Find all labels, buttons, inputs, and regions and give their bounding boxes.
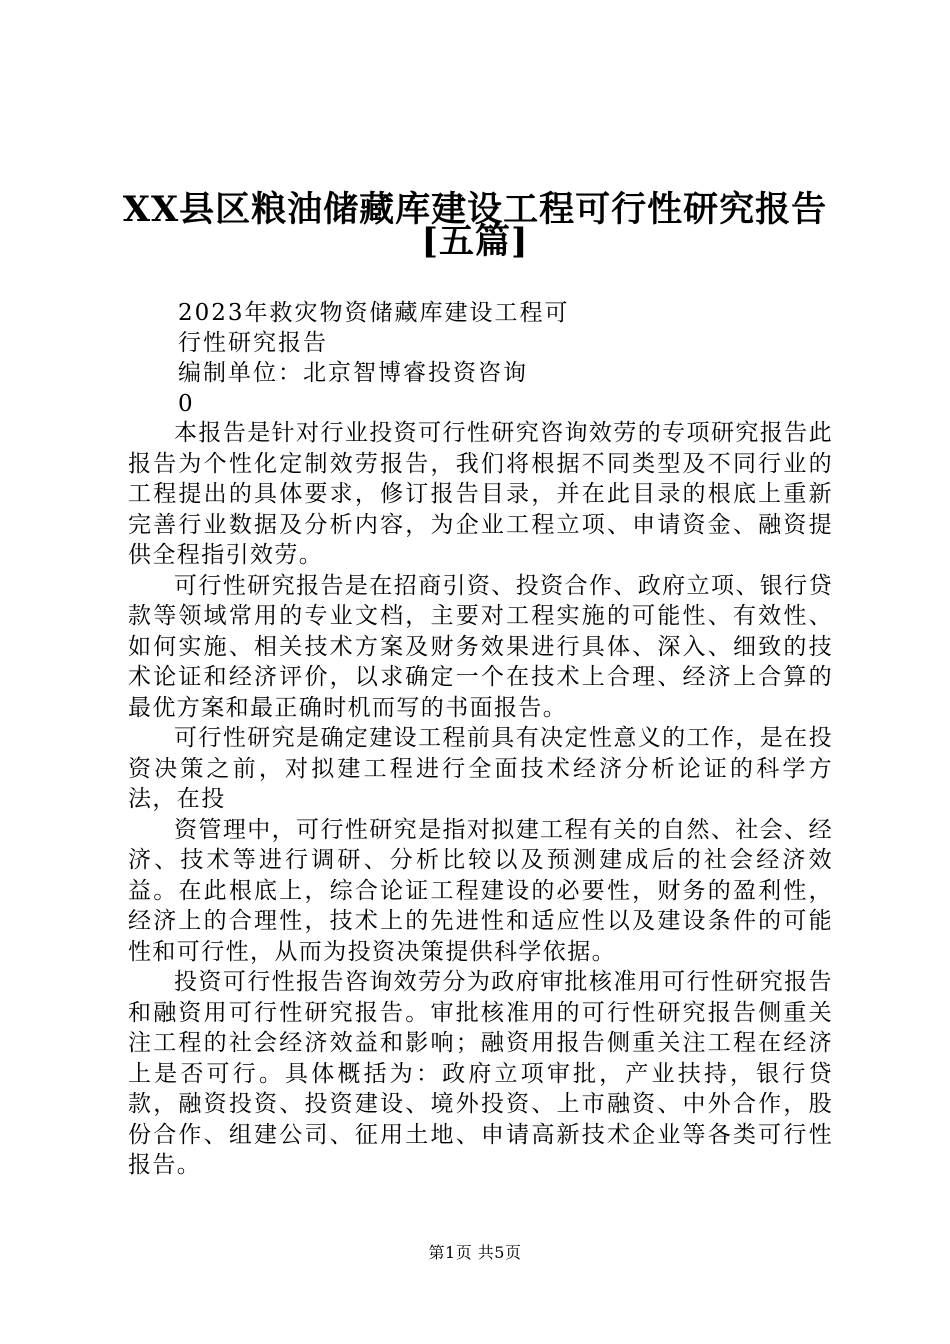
document-title-line2: [五篇] (421, 221, 529, 262)
document-title-line1: XX县区粮油储藏库建设工程可行性研究报告 (122, 189, 828, 230)
page-footer: 第1页 共5页 (428, 1243, 522, 1262)
meta-line-4: 0 (178, 391, 195, 417)
paragraph: 本报告是针对行业投资可行性研究咨询效劳的专项研究报告此报告为个性化定制效劳报告，我们将根据不同类型及不同行业的工程提出的具体要求，修订报告目录，并在此目录的根底上重新完善行业数据及分析内容，为企业工程立项、申请资金、融资提供全程指引效劳。 (128, 420, 833, 568)
meta-line-2: 行性研究报告 (178, 330, 328, 356)
paragraph: 可行性研究是确定建设工程前具有决定性意义的工作，是在投资决策之前，对拟建工程进行全面技术经济分析论证的科学方法，在投 (128, 725, 833, 812)
paragraph: 投资可行性报告咨询效劳分为政府审批核准用可行性研究报告和融资用可行性研究报告。审批核准用的可行性研究报告侧重关注工程的社会经济效益和影响；融资用报告侧重关注工程在经济上是否可行。具体概括为：政府立项审批，产业扶持，银行贷款，融资投资、投资建设、境外投资、上市融资、中外合作，股份合作、组建公司、征用土地、申请高新技术企业等各类可行性报告。 (128, 969, 833, 1178)
paragraph: 资管理中，可行性研究是指对拟建工程有关的自然、社会、经济、技术等进行调研、分析比较以及预测建成后的社会经济效益。在此根底上，综合论证工程建设的必要性，财务的盈利性，经济上的合理性，技术上的先进性和适应性以及建设条件的可能性和可行性，从而为投资决策提供科学依据。 (128, 816, 833, 965)
paragraph: 可行性研究报告是在招商引资、投资合作、政府立项、银行贷款等领域常用的专业文档，主要对工程实施的可能性、有效性、如何实施、相关技术方案及财务效果进行具体、深入、细致的技术论证和经济评价，以求确定一个在技术上合理、经济上合算的最优方案和最正确时机而写的书面报告。 (128, 572, 833, 721)
meta-line-1: 2023年救灾物资储藏库建设工程可 (178, 300, 570, 326)
meta-line-3: 编制单位：北京智博睿投资咨询 (178, 360, 528, 386)
document-body (128, 418, 833, 1181)
